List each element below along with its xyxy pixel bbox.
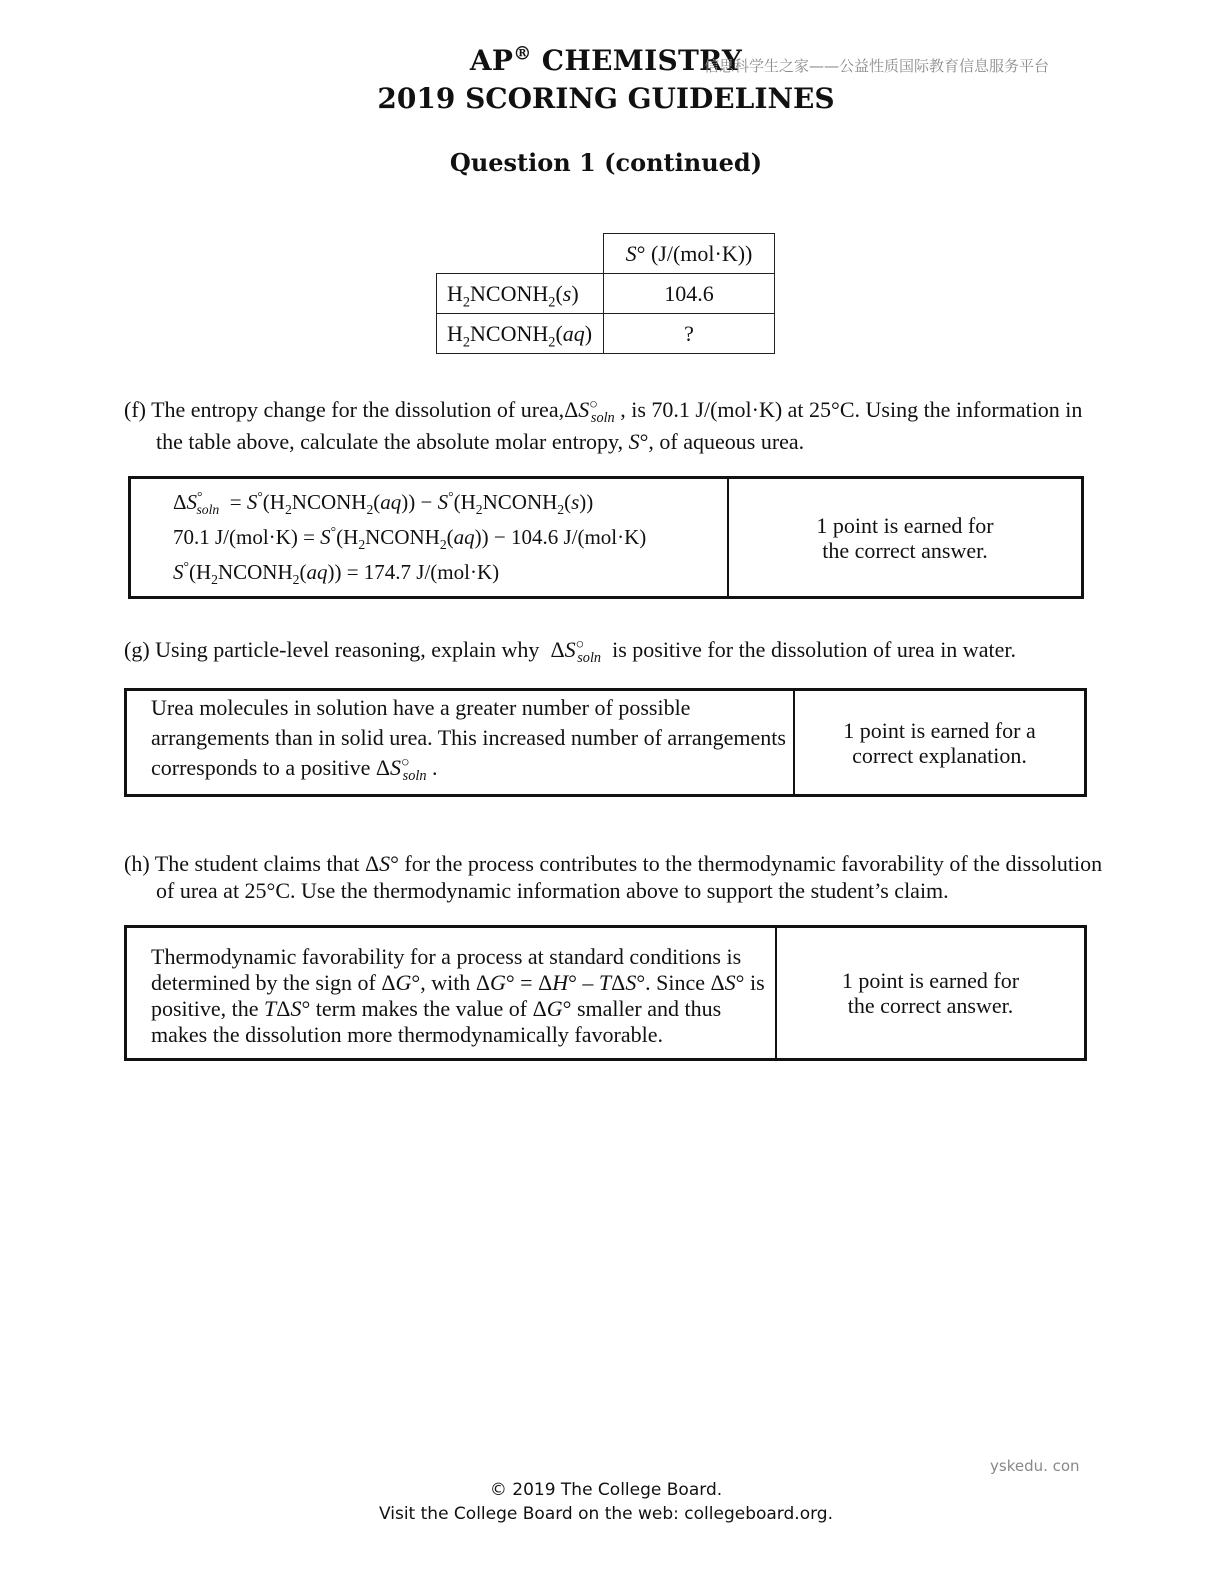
answer-line: positive, the TΔS° term makes the value of ΔG° smaller and thus (151, 996, 722, 1021)
watermark-text: 信思科学生之家——公益性质国际教育信息服务平台 (704, 57, 1050, 75)
answer-line: $S^\circ(H_2NCONH_2(aq)) = 174.7$ J/(mol·K) (173, 559, 500, 588)
answer-line: Urea molecules in solution have a greater number of possible (151, 695, 691, 720)
part-h-question: (h) The student claims that ΔS° for the process contributes to the thermodynamic favorability of the dissolution of urea at 25°C. Use the thermodynamic information above to support the student’s claim. (124, 851, 1103, 903)
part-f-answer (131, 479, 729, 596)
answer-line: 70.1 $J/(mol\cdot K) = S^\circ(H_2NCONH_2(aq)) - 104.6$ J/(mol·K) (173, 524, 647, 553)
formula-cell: $H_2NCONH_2(s)$ (437, 274, 604, 314)
site-watermark: yskedu. con (990, 1457, 1080, 1475)
part-g-answer (127, 691, 795, 794)
formula-cell: $H_2NCONH_2(aq)$ (437, 314, 604, 354)
value-cell: 104.6 (604, 274, 775, 314)
answer-line: Thermodynamic favorability for a process at standard conditions is (151, 944, 742, 969)
part-h-points: 1 point is earned for the correct answer. (841, 968, 1020, 1018)
table-header-row (437, 234, 775, 274)
part-f-question: (f) The entropy change for the dissolution of $urea,\Delta S^○_{soln}$ , is 70.1 J/(mol·K) at 25°C. Using the information in the table above, calculate the absolute molar entropy, S°, of aqueous urea. (124, 396, 1083, 454)
table-header-cell: S° (J/(mol·K)) (604, 234, 775, 274)
footer-visit-link[interactable]: Visit the College Board on the web: collegeboard.org. (379, 1504, 833, 1524)
question-title: Question 1 (continued) (449, 148, 763, 177)
answer-line: $\Delta S^\circ_{soln}$ = $S^\circ(H_2NCONH_2(aq))$ − $S^\circ(H_2NCONH_2(s))$ (173, 489, 594, 518)
part-g-points: 1 point is earned for a correct explanation. (843, 717, 1036, 768)
answer-line: makes the dissolution more thermodynamically favorable. (151, 1022, 663, 1047)
header-subtitle: 2019 SCORING GUIDELINES (377, 82, 835, 115)
table-row (437, 274, 775, 314)
part-f-points: 1 point is earned for the correct answer. (816, 512, 994, 563)
footer-copyright: © 2019 The College Board. (489, 1480, 723, 1500)
entropy-table (436, 233, 775, 354)
part-g-question: (g) Using particle-level reasoning, explain why $\Delta S^○_{soln}$ is positive for the dissolution of urea in water. (124, 636, 1016, 667)
answer-line: determined by the sign of ΔG°, with ΔG° = ΔH° – TΔS°. Since ΔS° is (151, 970, 765, 995)
part-g-answer-box (124, 688, 1087, 797)
value-cell: ? (604, 314, 775, 354)
table-row (437, 314, 775, 354)
part-h-answer (127, 928, 777, 1058)
part-h-answer-box (124, 925, 1087, 1061)
answer-line: corresponds to a positive $\Delta S^○_{soln}$ . (151, 754, 438, 785)
header-title: AP® CHEMISTRY (469, 43, 743, 77)
answer-line: arrangements than in solid urea. This increased number of arrangements (151, 725, 786, 750)
part-f-answer-box (128, 476, 1084, 599)
